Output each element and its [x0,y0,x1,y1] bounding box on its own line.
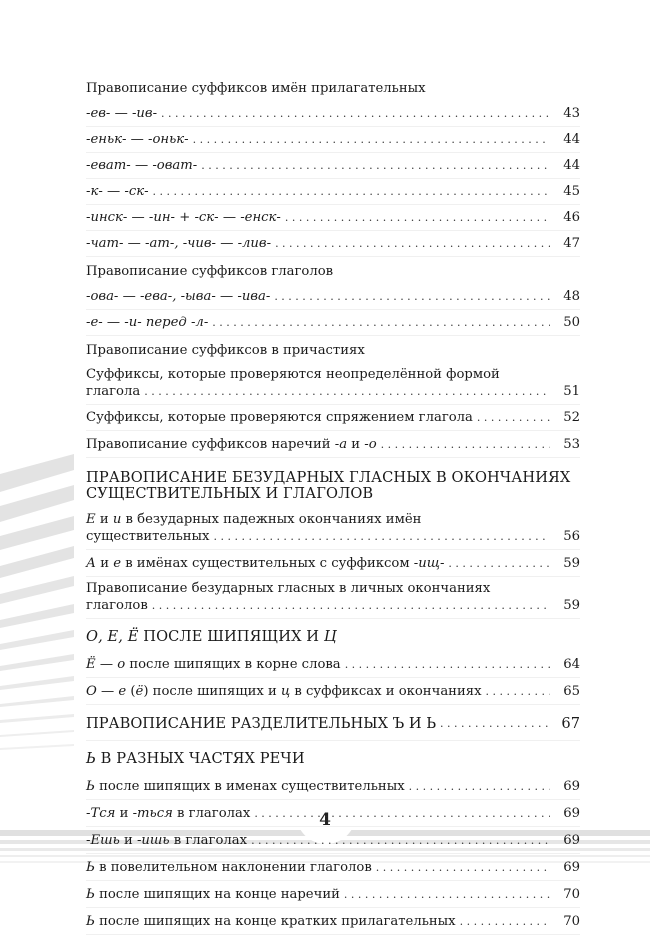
toc-section-entry[interactable]: ПРАВОПИСАНИЕ РАЗДЕЛИТЕЛЬНЫХ Ъ И Ь . . . 67 [86,705,580,741]
leader-dots [486,686,550,697]
toc-entry[interactable]: -инск- — -ин- + -ск- — -енск- . . . 46 [86,205,580,231]
section-heading: ПРАВОПИСАНИЕ БЕЗУДАРНЫХ ГЛАСНЫХ В ОКОНЧАНИЯХ СУЩЕСТВИТЕЛЬНЫХ И ГЛАГОЛОВ [86,469,571,502]
leader-dots [285,212,550,223]
toc-entry[interactable]: -к- — -ск- . . . 45 [86,179,580,205]
toc-entry[interactable]: -е- — -и- перед -л- . . . 50 [86,310,580,336]
toc-entry[interactable]: Е и и в безударных падежных окончаниях имён существительных . . . 56 [86,508,580,550]
toc-entry[interactable]: Ё — о после шипящих в корне слова . . . 64 [86,651,580,678]
leader-dots [275,238,550,249]
page-ref: 53 [563,437,580,452]
leader-dots [448,558,550,569]
toc-entry[interactable]: -Ешь и -ишь в глаголах . . . 69 [86,827,580,854]
leader-dots [153,186,550,197]
leader-dots [440,718,550,729]
leader-dots [344,889,550,900]
leader-dots [274,291,550,302]
page-ref: 65 [563,684,580,699]
page-ref: 69 [563,806,580,821]
leader-dots [345,659,550,670]
leader-dots [460,916,550,927]
toc-entry[interactable]: Правописание суффиксов наречий -а и -о . . . 53 [86,431,580,458]
toc-entry[interactable]: -еньк- — -оньк- . . . 44 [86,127,580,153]
page-ref: 44 [563,132,580,147]
table-of-contents [86,74,580,935]
toc-entry[interactable]: А и е в имёнах существительных с суффиксом -ищ- . . . 59 [86,550,580,577]
page-ref: 67 [561,715,580,732]
page-ref: 59 [563,598,580,613]
page-ref: 64 [563,657,580,672]
leader-dots [251,835,550,846]
toc-entry[interactable]: О — е (ё) после шипящих и ц в суффиксах и окончаниях . . . 65 [86,678,580,705]
page-ref: 50 [563,315,580,330]
toc-entry[interactable]: Суффиксы, которые проверяются спряжением глагола . . . 52 [86,405,580,431]
leader-dots [409,781,550,792]
page-ref: 69 [563,860,580,875]
toc-entry[interactable]: -еват- — -оват- . . . 44 [86,153,580,179]
leader-dots [254,808,550,819]
toc-entry[interactable]: Суффиксы, которые проверяются неопределённой формой глагола . . . 51 [86,363,580,405]
toc-group-title: Правописание суффиксов глаголов [86,264,334,279]
leader-dots [477,412,550,423]
page-ref: 52 [563,410,580,425]
toc-entry[interactable]: Ь после шипящих на конце кратких прилагательных . . . 70 [86,908,580,935]
leader-dots [201,160,550,171]
toc-entry[interactable]: Ь после шипящих на конце наречий . . . 70 [86,881,580,908]
leader-dots [161,108,550,119]
page-ref: 47 [563,236,580,251]
page-ref: 51 [563,384,580,399]
leader-dots [193,134,550,145]
toc-group-title: Правописание суффиксов имён прилагательных [86,81,426,96]
page-ref: 56 [563,529,580,544]
page-ref: 70 [563,887,580,902]
page-ref: 48 [563,289,580,304]
section-heading: Ь В РАЗНЫХ ЧАСТЯХ РЕЧИ [86,750,305,767]
toc-group-title: Правописание суффиксов в причастиях [86,343,365,358]
page-ref: 59 [563,556,580,571]
page-ref: 43 [563,106,580,121]
page-ref: 69 [563,779,580,794]
toc-entry[interactable]: Ь в повелительном наклонении глаголов . . . 69 [86,854,580,881]
toc-entry[interactable]: -ова- — -ева-, -ыва- — -ива- . . . 48 [86,284,580,310]
toc-entry[interactable]: Ь после шипящих в именах существительных . . . 69 [86,773,580,800]
leader-dots [144,386,550,397]
page-ref: 69 [563,833,580,848]
page-ref: 44 [563,158,580,173]
page-ref: 45 [563,184,580,199]
leader-dots [152,600,550,611]
page-number: 4 [319,810,331,830]
toc-entry[interactable]: -ев- — -ив- . . . 43 [86,101,580,127]
page-ref: 46 [563,210,580,225]
leader-dots [214,531,551,542]
toc-entry[interactable]: -Тся и -ться в глаголах . . . 69 [86,800,580,827]
decorative-stripes-left [0,430,74,810]
page-ref: 70 [563,914,580,929]
leader-dots [212,317,550,328]
section-heading: О, Е, Ё ПОСЛЕ ШИПЯЩИХ И Ц [86,628,337,645]
leader-dots [376,862,550,873]
toc-entry[interactable]: -чат- — -ат-, -чив- — -лив- . . . 47 [86,231,580,257]
leader-dots [381,439,550,450]
toc-entry[interactable]: Правописание безударных гласных в личных окончаниях глаголов . . . 59 [86,577,580,619]
